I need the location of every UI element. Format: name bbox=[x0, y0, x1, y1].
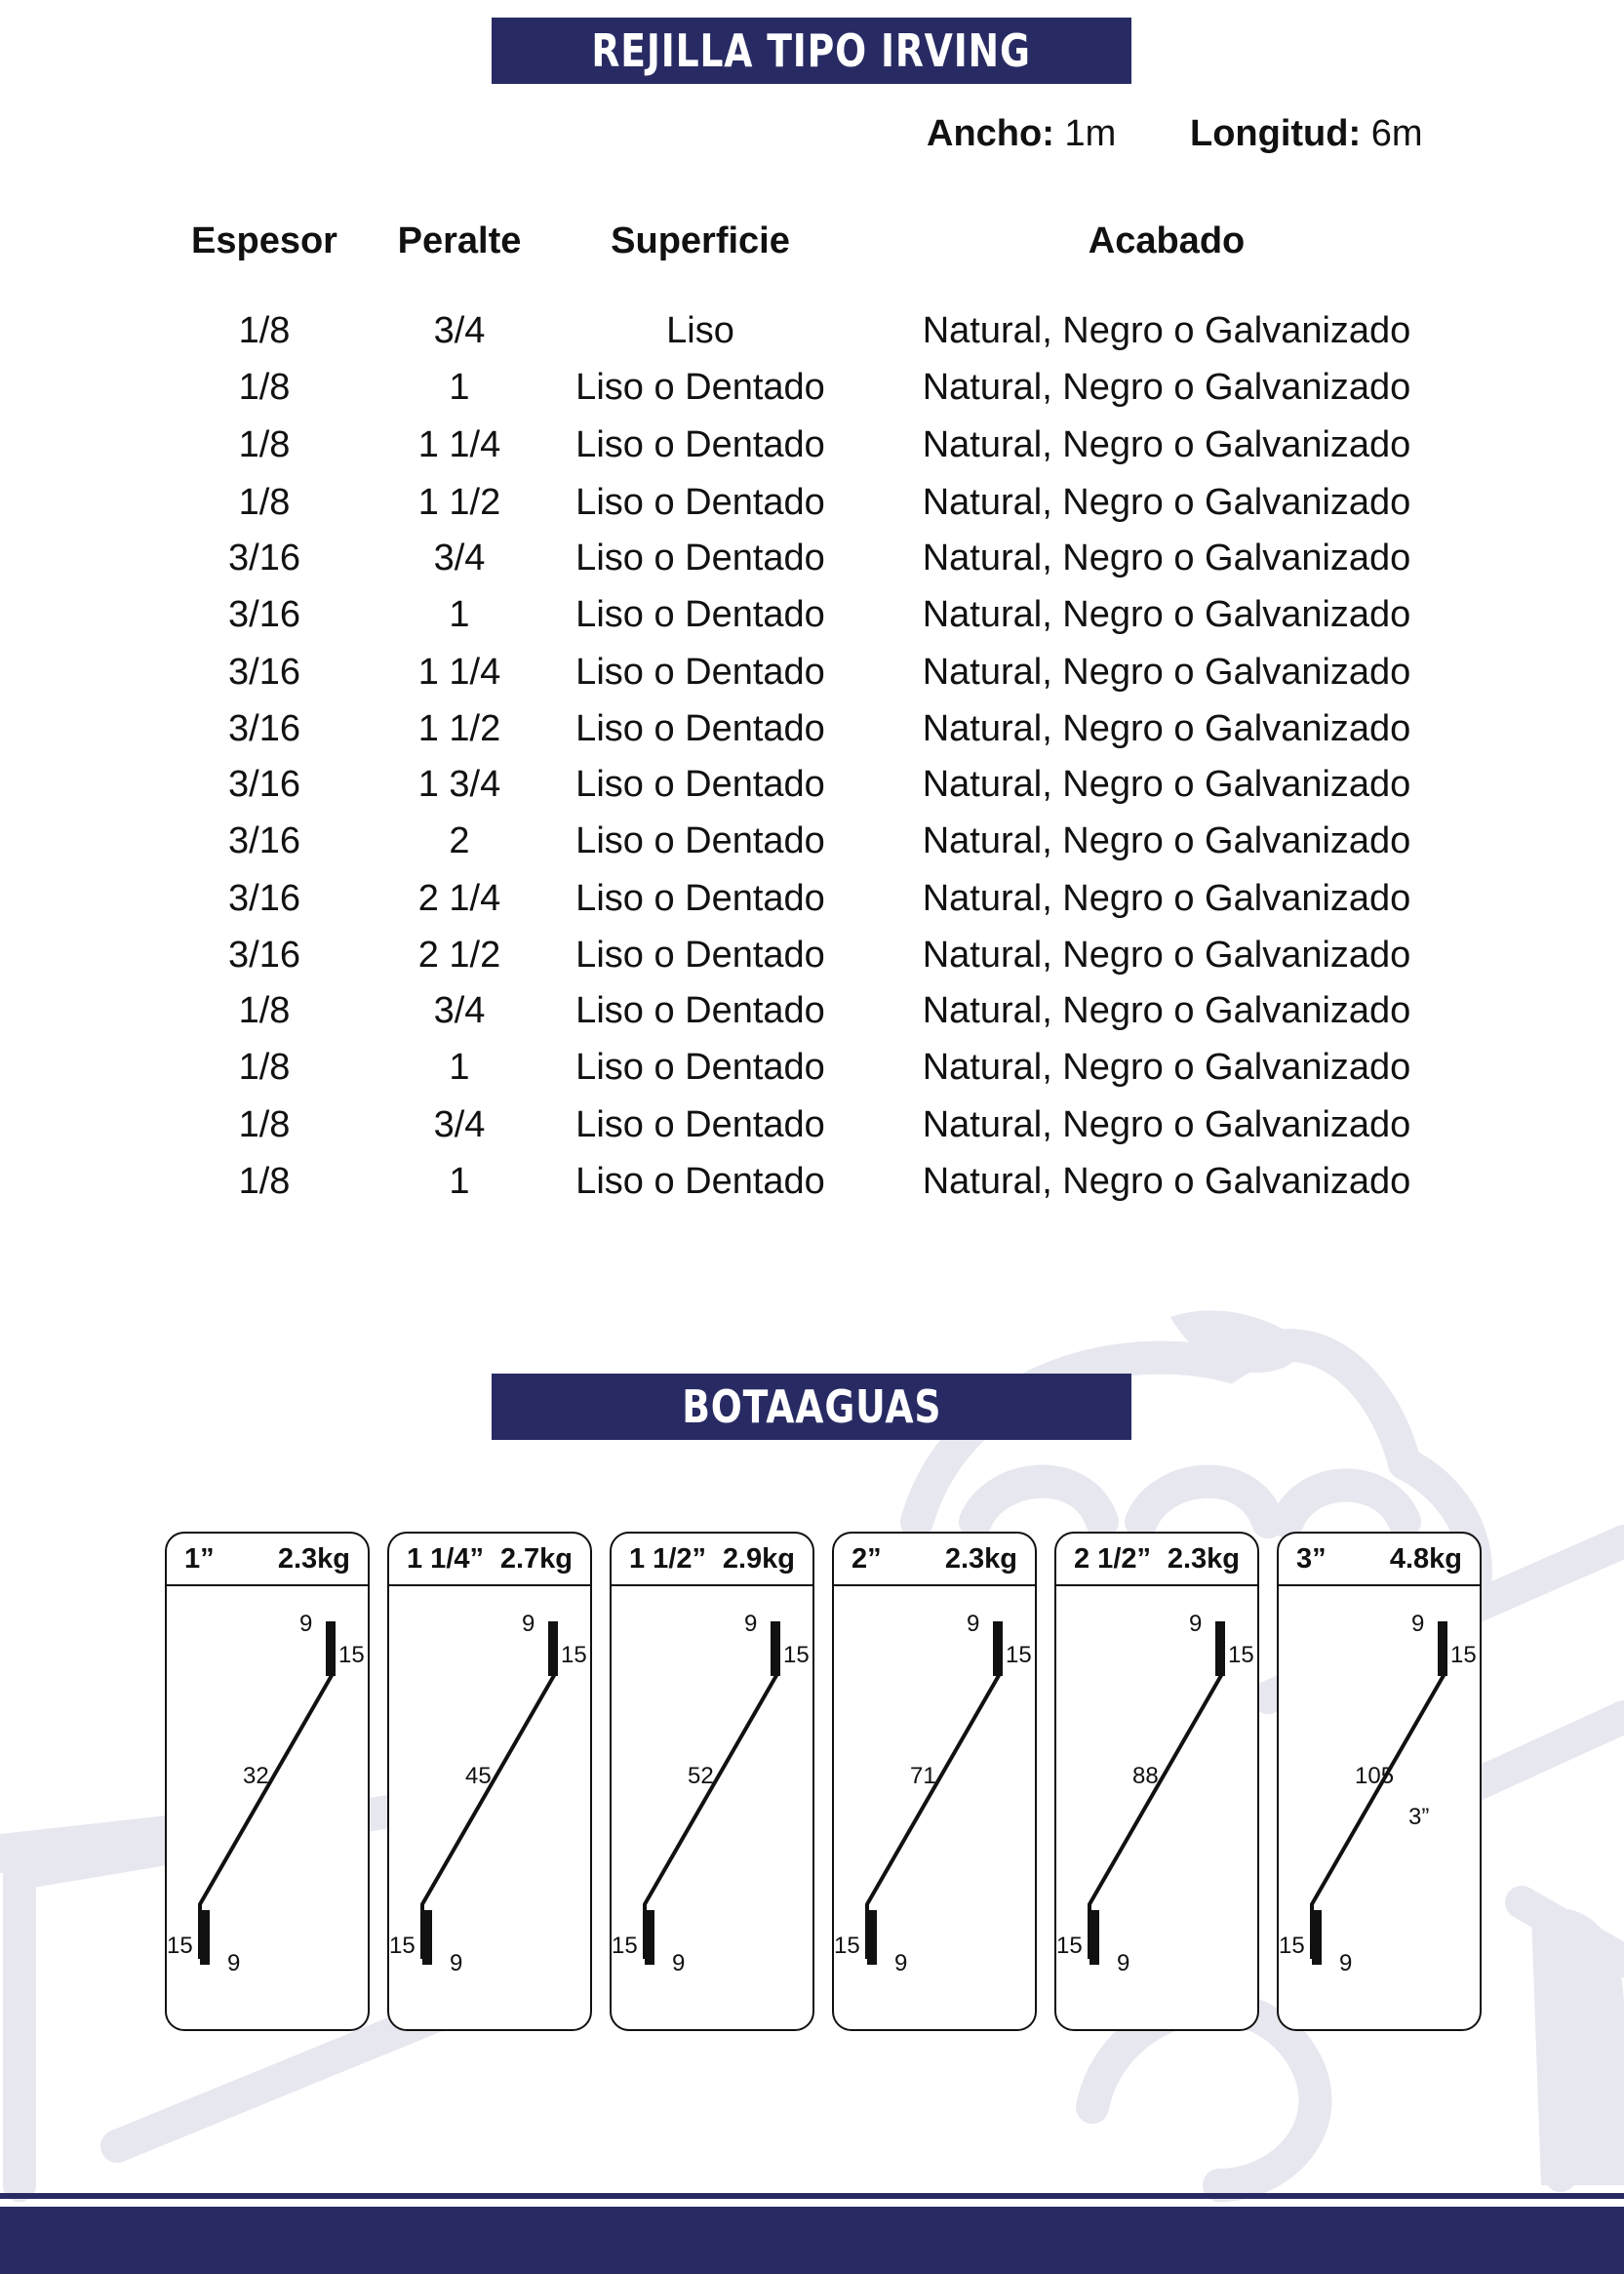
cell-espesor: 3/16 bbox=[228, 652, 300, 693]
card-size: 1” bbox=[184, 1542, 215, 1575]
ancho-label: Ancho: bbox=[927, 113, 1054, 154]
card-weight: 2.3kg bbox=[944, 1542, 1017, 1575]
card-header bbox=[834, 1534, 1035, 1586]
cell-superficie: Liso o Dentado bbox=[575, 482, 825, 523]
cell-superficie: Liso o Dentado bbox=[575, 1047, 825, 1088]
cell-superficie: Liso o Dentado bbox=[575, 652, 825, 693]
cell-superficie: Liso o Dentado bbox=[575, 538, 825, 578]
ancho-dimension bbox=[927, 113, 1116, 162]
rejilla-title: REJILLA TIPO IRVING bbox=[591, 24, 1032, 77]
profile-length-label: 105 bbox=[1355, 1763, 1395, 1789]
cell-espesor: 1/8 bbox=[238, 482, 291, 523]
ancho-value: 1m bbox=[1064, 113, 1117, 154]
profile-diagram bbox=[1279, 1586, 1480, 2029]
header-superficie: Superficie bbox=[611, 220, 790, 261]
top-flange-width-label: 9 bbox=[299, 1611, 313, 1637]
bottom-flange-bar bbox=[1312, 1910, 1322, 1965]
cell-espesor: 3/16 bbox=[228, 820, 300, 861]
cell-espesor: 1/8 bbox=[238, 990, 291, 1031]
card-weight: 2.3kg bbox=[277, 1542, 350, 1575]
cell-peralte: 1 1/4 bbox=[417, 652, 501, 693]
bottom-flange-width-label: 9 bbox=[672, 1950, 686, 1976]
cell-peralte: 1 1/2 bbox=[417, 482, 501, 523]
botaaguas-title: BOTAAGUAS bbox=[681, 1380, 942, 1433]
bottom-flange-bar bbox=[200, 1910, 210, 1965]
card-header bbox=[167, 1534, 368, 1586]
bottom-flange-height-label: 15 bbox=[389, 1933, 416, 1959]
cell-acabado: Natural, Negro o Galvanizado bbox=[922, 310, 1411, 351]
top-flange-bar bbox=[548, 1621, 558, 1676]
cell-acabado: Natural, Negro o Galvanizado bbox=[922, 367, 1411, 408]
top-flange-bar bbox=[1438, 1621, 1447, 1676]
profile-line bbox=[645, 1621, 778, 1959]
longitud-label: Longitud: bbox=[1190, 113, 1362, 154]
top-flange-height-label: 15 bbox=[561, 1642, 587, 1668]
cell-acabado: Natural, Negro o Galvanizado bbox=[922, 424, 1411, 465]
top-flange-width-label: 9 bbox=[967, 1611, 980, 1637]
top-flange-width-label: 9 bbox=[1189, 1611, 1203, 1637]
cell-acabado: Natural, Negro o Galvanizado bbox=[922, 764, 1411, 805]
card-weight: 2.3kg bbox=[1167, 1542, 1240, 1575]
bottom-flange-bar bbox=[1089, 1910, 1099, 1965]
bottom-flange-bar bbox=[422, 1910, 432, 1965]
cell-acabado: Natural, Negro o Galvanizado bbox=[922, 990, 1411, 1031]
top-flange-bar bbox=[1215, 1621, 1225, 1676]
cell-peralte: 1 bbox=[449, 367, 470, 408]
profile-diagram bbox=[389, 1586, 590, 2029]
footer-stripe bbox=[0, 2193, 1624, 2199]
card-size: 3” bbox=[1296, 1542, 1327, 1575]
profile-length-label: 71 bbox=[910, 1763, 936, 1789]
cell-acabado: Natural, Negro o Galvanizado bbox=[922, 1104, 1411, 1145]
cell-peralte: 1 bbox=[449, 1161, 470, 1202]
rejilla-title-banner bbox=[492, 18, 1131, 84]
profile-line bbox=[200, 1621, 334, 1959]
cell-acabado: Natural, Negro o Galvanizado bbox=[922, 878, 1411, 919]
top-flange-bar bbox=[771, 1621, 780, 1676]
bottom-flange-bar bbox=[645, 1910, 654, 1965]
card-header bbox=[389, 1534, 590, 1586]
top-flange-bar bbox=[993, 1621, 1003, 1676]
card-size: 1 1/2” bbox=[629, 1542, 706, 1575]
cell-espesor: 1/8 bbox=[238, 367, 291, 408]
cell-acabado: Natural, Negro o Galvanizado bbox=[922, 935, 1411, 976]
cell-espesor: 1/8 bbox=[238, 310, 291, 351]
cell-acabado: Natural, Negro o Galvanizado bbox=[922, 1047, 1411, 1088]
cell-peralte: 3/4 bbox=[433, 990, 486, 1031]
cell-acabado: Natural, Negro o Galvanizado bbox=[922, 820, 1411, 861]
cell-acabado: Natural, Negro o Galvanizado bbox=[922, 594, 1411, 635]
botaaguas-card bbox=[1277, 1532, 1482, 2031]
card-weight: 2.9kg bbox=[722, 1542, 795, 1575]
cell-superficie: Liso o Dentado bbox=[575, 990, 825, 1031]
bottom-flange-height-label: 15 bbox=[1056, 1933, 1083, 1959]
profile-line bbox=[1312, 1621, 1446, 1959]
cell-peralte: 1 bbox=[449, 1047, 470, 1088]
profile-length-label: 52 bbox=[688, 1763, 714, 1789]
cell-acabado: Natural, Negro o Galvanizado bbox=[922, 538, 1411, 578]
bottom-flange-width-label: 9 bbox=[1117, 1950, 1130, 1976]
cell-superficie: Liso o Dentado bbox=[575, 820, 825, 861]
profile-diagram bbox=[1056, 1586, 1257, 2029]
header-acabado: Acabado bbox=[1088, 220, 1246, 261]
profile-line bbox=[867, 1621, 1001, 1959]
longitud-dimension bbox=[1190, 113, 1423, 162]
top-flange-height-label: 15 bbox=[783, 1642, 810, 1668]
profile-length-label: 32 bbox=[243, 1763, 269, 1789]
bottom-flange-height-label: 15 bbox=[1279, 1933, 1305, 1959]
top-flange-height-label: 15 bbox=[1228, 1642, 1254, 1668]
footer-bar bbox=[0, 2207, 1624, 2274]
cell-espesor: 1/8 bbox=[238, 1047, 291, 1088]
bottom-flange-width-label: 9 bbox=[450, 1950, 463, 1976]
card-weight: 4.8kg bbox=[1389, 1542, 1462, 1575]
cell-acabado: Natural, Negro o Galvanizado bbox=[922, 482, 1411, 523]
card-size: 2 1/2” bbox=[1074, 1542, 1151, 1575]
cell-espesor: 3/16 bbox=[228, 878, 300, 919]
cell-peralte: 2 1/4 bbox=[417, 878, 501, 919]
profile-length-label: 88 bbox=[1132, 1763, 1159, 1789]
top-flange-width-label: 9 bbox=[522, 1611, 535, 1637]
cell-espesor: 3/16 bbox=[228, 708, 300, 749]
header-espesor: Espesor bbox=[191, 220, 337, 261]
cell-espesor: 1/8 bbox=[238, 424, 291, 465]
card-size: 2” bbox=[852, 1542, 882, 1575]
card-header bbox=[612, 1534, 812, 1586]
cell-espesor: 1/8 bbox=[238, 1104, 291, 1145]
top-flange-height-label: 15 bbox=[338, 1642, 365, 1668]
cell-superficie: Liso o Dentado bbox=[575, 935, 825, 976]
bottom-flange-width-label: 9 bbox=[1339, 1950, 1353, 1976]
cell-peralte: 1 1/4 bbox=[417, 424, 501, 465]
top-flange-bar bbox=[326, 1621, 336, 1676]
cell-peralte: 1 bbox=[449, 594, 470, 635]
bottom-flange-height-label: 15 bbox=[834, 1933, 860, 1959]
bottom-flange-height-label: 15 bbox=[612, 1933, 638, 1959]
botaaguas-card bbox=[610, 1532, 814, 2031]
cell-superficie: Liso o Dentado bbox=[575, 367, 825, 408]
cell-superficie: Liso o Dentado bbox=[575, 878, 825, 919]
cell-peralte: 2 1/2 bbox=[417, 935, 501, 976]
cell-acabado: Natural, Negro o Galvanizado bbox=[922, 1161, 1411, 1202]
cell-superficie: Liso o Dentado bbox=[575, 764, 825, 805]
cell-superficie: Liso o Dentado bbox=[575, 708, 825, 749]
cell-espesor: 1/8 bbox=[238, 1161, 291, 1202]
profile-diagram bbox=[612, 1586, 812, 2029]
card-header bbox=[1279, 1534, 1480, 1586]
botaaguas-card bbox=[387, 1532, 592, 2031]
card-header bbox=[1056, 1534, 1257, 1586]
profile-length-label: 45 bbox=[465, 1763, 492, 1789]
cell-acabado: Natural, Negro o Galvanizado bbox=[922, 652, 1411, 693]
top-flange-width-label: 9 bbox=[744, 1611, 758, 1637]
botaaguas-card bbox=[1054, 1532, 1259, 2031]
cell-acabado: Natural, Negro o Galvanizado bbox=[922, 708, 1411, 749]
bottom-flange-width-label: 9 bbox=[227, 1950, 241, 1976]
botaaguas-title-banner bbox=[492, 1374, 1131, 1440]
bottom-flange-bar bbox=[867, 1910, 877, 1965]
cell-superficie: Liso o Dentado bbox=[575, 1161, 825, 1202]
cell-superficie: Liso o Dentado bbox=[575, 424, 825, 465]
bottom-flange-width-label: 9 bbox=[894, 1950, 908, 1976]
card-size: 1 1/4” bbox=[407, 1542, 484, 1575]
header-peralte: Peralte bbox=[397, 220, 522, 261]
cell-espesor: 3/16 bbox=[228, 594, 300, 635]
botaaguas-card bbox=[832, 1532, 1037, 2031]
cell-espesor: 3/16 bbox=[228, 538, 300, 578]
cell-espesor: 3/16 bbox=[228, 764, 300, 805]
cell-superficie: Liso o Dentado bbox=[575, 1104, 825, 1145]
cell-peralte: 2 bbox=[449, 820, 470, 861]
longitud-value: 6m bbox=[1370, 113, 1423, 154]
cell-peralte: 1 3/4 bbox=[417, 764, 501, 805]
profile-note-label: 3” bbox=[1408, 1804, 1430, 1830]
card-weight: 2.7kg bbox=[499, 1542, 573, 1575]
cell-superficie: Liso o Dentado bbox=[575, 594, 825, 635]
cell-peralte: 1 1/2 bbox=[417, 708, 501, 749]
profile-line bbox=[422, 1621, 556, 1959]
top-flange-height-label: 15 bbox=[1006, 1642, 1032, 1668]
bottom-flange-height-label: 15 bbox=[167, 1933, 193, 1959]
cell-peralte: 3/4 bbox=[433, 1104, 486, 1145]
cell-peralte: 3/4 bbox=[433, 538, 486, 578]
top-flange-height-label: 15 bbox=[1450, 1642, 1477, 1668]
cell-espesor: 3/16 bbox=[228, 935, 300, 976]
botaaguas-card bbox=[165, 1532, 370, 2031]
profile-diagram bbox=[834, 1586, 1035, 2029]
cell-peralte: 3/4 bbox=[433, 310, 486, 351]
cell-superficie: Liso bbox=[666, 310, 734, 351]
profile-diagram bbox=[167, 1586, 368, 2029]
top-flange-width-label: 9 bbox=[1411, 1611, 1425, 1637]
profile-line bbox=[1089, 1621, 1223, 1959]
